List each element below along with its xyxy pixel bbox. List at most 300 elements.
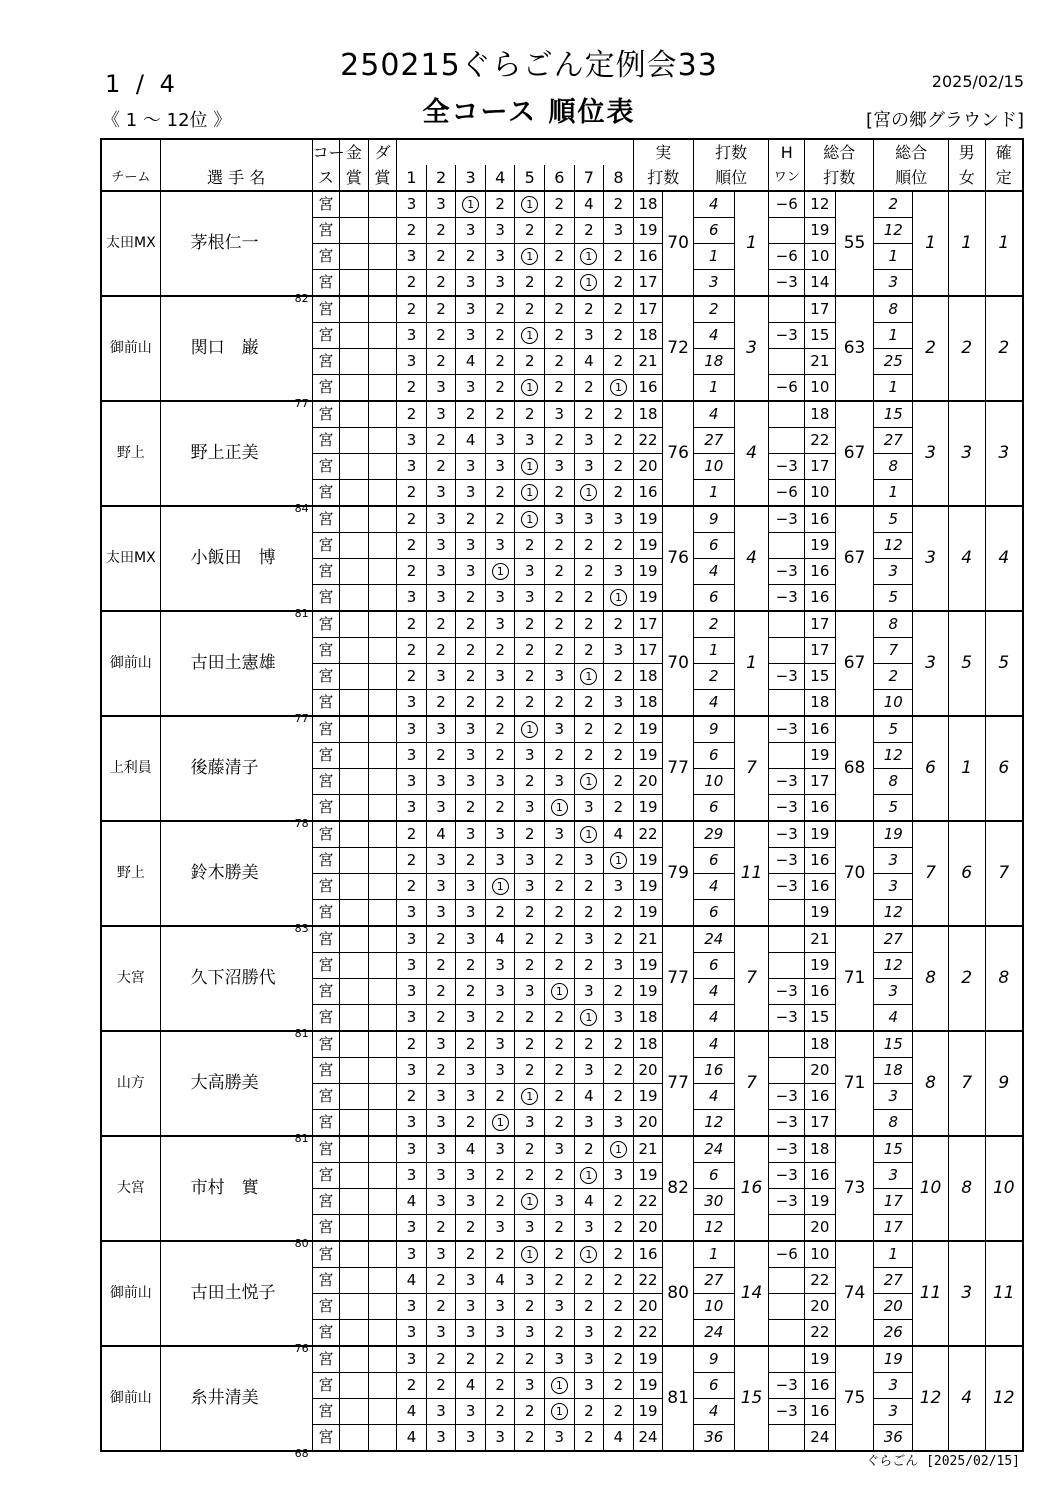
hole-score: 3 bbox=[495, 825, 505, 843]
round-total-rank-cell: 12 bbox=[874, 743, 913, 769]
course-cell: 宮 bbox=[312, 926, 340, 953]
total-rank-cell: 7 bbox=[913, 821, 949, 926]
round-total-rank-cell: 4 bbox=[874, 1005, 913, 1032]
da-prize-cell bbox=[368, 1294, 397, 1320]
hole-cell bbox=[426, 1294, 456, 1320]
hole-score: 2 bbox=[495, 326, 505, 344]
hole-score: 2 bbox=[436, 431, 446, 449]
hole-score: 2 bbox=[554, 536, 565, 554]
hole-cell bbox=[545, 979, 575, 1005]
round-rank-cell: 6 bbox=[693, 1163, 734, 1189]
hole-score: 2 bbox=[554, 247, 565, 265]
hole-cell bbox=[515, 716, 545, 743]
hole-score: 2 bbox=[524, 1350, 535, 1368]
da-prize-cell bbox=[368, 191, 397, 218]
round-total-rank-cell: 12 bbox=[874, 218, 913, 244]
course-cell: 宮 bbox=[312, 638, 340, 664]
hole-score: 2 bbox=[436, 247, 446, 265]
hole-score: 2 bbox=[465, 798, 476, 816]
course-cell: 宮 bbox=[312, 506, 340, 533]
hole-cell bbox=[604, 953, 634, 979]
hole-in-one-cell: −3 bbox=[769, 1005, 805, 1032]
hole-score: 3 bbox=[524, 1271, 535, 1289]
hole-cell bbox=[604, 1294, 634, 1320]
hole-score: 2 bbox=[465, 1035, 476, 1053]
hole-cell bbox=[515, 585, 545, 612]
hole-cell bbox=[426, 533, 456, 559]
player-age: 77 bbox=[294, 712, 309, 725]
hole-cell bbox=[515, 1058, 545, 1084]
hole-score: 4 bbox=[584, 195, 594, 213]
hole-cell bbox=[397, 1373, 427, 1399]
header-total-top: 総合 bbox=[805, 139, 874, 165]
gold-prize-cell bbox=[340, 244, 369, 270]
hole-cell bbox=[604, 1268, 634, 1294]
hole-in-one-cell bbox=[769, 611, 805, 638]
hole-in-one-cell bbox=[769, 900, 805, 927]
hole-cell bbox=[545, 1294, 575, 1320]
hole-score: 3 bbox=[495, 588, 505, 606]
hole-score: 3 bbox=[436, 1323, 446, 1341]
da-prize-cell bbox=[368, 953, 397, 979]
hole-score: 2 bbox=[613, 273, 624, 291]
round-total-rank-cell: 18 bbox=[874, 1058, 913, 1084]
hole-score: 3 bbox=[406, 457, 417, 475]
hole-score: 3 bbox=[495, 247, 505, 265]
hole-cell bbox=[426, 1320, 456, 1347]
round-rank-cell: 9 bbox=[693, 506, 734, 533]
round-rank-cell: 24 bbox=[693, 1136, 734, 1163]
hole-cell bbox=[545, 926, 575, 953]
header-strokes-top: 打数 bbox=[693, 139, 768, 165]
round-total-cell: 16 bbox=[805, 979, 836, 1005]
round-total-rank-cell: 1 bbox=[874, 480, 913, 507]
hole-score: 3 bbox=[436, 1402, 446, 1420]
hole-cell bbox=[485, 848, 515, 874]
table-row bbox=[101, 1241, 1023, 1268]
header-final-top: 確 bbox=[985, 139, 1023, 165]
hole-score: 2 bbox=[524, 956, 535, 974]
da-prize-cell bbox=[368, 1136, 397, 1163]
hole-score: 3 bbox=[584, 431, 594, 449]
hole-score: 2 bbox=[584, 588, 594, 606]
hole-cell bbox=[515, 506, 545, 533]
round-sum-cell: 18 bbox=[633, 401, 663, 428]
da-prize-cell bbox=[368, 716, 397, 743]
hole-cell bbox=[545, 1346, 575, 1373]
round-sum-cell: 16 bbox=[633, 1241, 663, 1268]
hole-score: 2 bbox=[436, 1297, 446, 1315]
round-sum-cell: 22 bbox=[633, 821, 663, 848]
final-rank-cell: 8 bbox=[985, 926, 1023, 1031]
round-sum-cell: 17 bbox=[633, 296, 663, 323]
hole-score: 2 bbox=[524, 1428, 535, 1446]
da-prize-cell bbox=[368, 323, 397, 349]
round-total-rank-cell: 19 bbox=[874, 821, 913, 848]
player-name-cell bbox=[160, 1031, 312, 1145]
hole-cell bbox=[426, 638, 456, 664]
gold-prize-cell bbox=[340, 638, 369, 664]
hole-cell bbox=[456, 1189, 486, 1215]
round-total-rank-cell: 3 bbox=[874, 270, 913, 297]
player-name-cell bbox=[160, 506, 312, 620]
round-rank-cell: 18 bbox=[693, 349, 734, 375]
hole-score: 1 bbox=[580, 248, 597, 265]
round-sum-cell: 19 bbox=[633, 1346, 663, 1373]
round-total-rank-cell: 17 bbox=[874, 1189, 913, 1215]
hole-cell bbox=[426, 1058, 456, 1084]
hole-score: 3 bbox=[436, 1140, 446, 1158]
hole-cell bbox=[515, 559, 545, 585]
hole-cell bbox=[604, 375, 634, 402]
table-row bbox=[101, 611, 1023, 638]
round-rank-cell: 4 bbox=[693, 323, 734, 349]
final-rank-cell: 10 bbox=[985, 1136, 1023, 1241]
round-rank-cell: 10 bbox=[693, 769, 734, 795]
hole-score: 2 bbox=[613, 300, 624, 318]
gold-prize-cell bbox=[340, 218, 369, 244]
hole-cell bbox=[426, 401, 456, 428]
hole-cell bbox=[397, 1084, 427, 1110]
hole-cell bbox=[545, 1031, 575, 1058]
round-sum-cell: 20 bbox=[633, 1058, 663, 1084]
hole-cell bbox=[604, 349, 634, 375]
round-rank-cell: 4 bbox=[693, 1031, 734, 1058]
hole-score: 2 bbox=[406, 562, 417, 580]
final-rank-cell: 1 bbox=[985, 191, 1023, 296]
hole-cell bbox=[574, 716, 604, 743]
round-rank-cell: 2 bbox=[693, 296, 734, 323]
hole-cell bbox=[515, 244, 545, 270]
hole-score: 2 bbox=[584, 405, 594, 423]
hole-cell bbox=[397, 821, 427, 848]
hole-score: 2 bbox=[524, 930, 535, 948]
player-name: 糸井清美 bbox=[190, 1388, 259, 1408]
round-total-cell: 17 bbox=[805, 296, 836, 323]
hole-cell bbox=[574, 1241, 604, 1268]
hole-cell bbox=[545, 1189, 575, 1215]
hole-cell bbox=[574, 1005, 604, 1032]
hole-score: 2 bbox=[554, 930, 565, 948]
hole-score: 3 bbox=[465, 772, 476, 790]
round-rank-cell: 24 bbox=[693, 1320, 734, 1347]
hole-cell bbox=[515, 1189, 545, 1215]
da-prize-cell bbox=[368, 769, 397, 795]
hole-score: 2 bbox=[524, 1035, 535, 1053]
da-prize-cell bbox=[368, 559, 397, 585]
hole-score: 1 bbox=[580, 274, 597, 291]
player-age: 81 bbox=[294, 607, 309, 620]
hole-cell bbox=[485, 349, 515, 375]
hole-score: 2 bbox=[554, 1218, 565, 1236]
round-total-cell: 16 bbox=[805, 1373, 836, 1399]
hole-in-one-cell bbox=[769, 1294, 805, 1320]
round-total-rank-cell: 3 bbox=[874, 1399, 913, 1425]
hole-score: 1 bbox=[521, 1088, 538, 1105]
round-sum-cell: 19 bbox=[633, 1163, 663, 1189]
round-sum-cell: 20 bbox=[633, 454, 663, 480]
da-prize-cell bbox=[368, 821, 397, 848]
hole-score: 3 bbox=[465, 221, 476, 239]
gold-prize-cell bbox=[340, 533, 369, 559]
hole-cell bbox=[456, 979, 486, 1005]
hole-cell bbox=[456, 1084, 486, 1110]
player-name-cell bbox=[160, 1241, 312, 1355]
hole-score: 2 bbox=[524, 772, 535, 790]
hole-score: 3 bbox=[465, 1297, 476, 1315]
round-rank-cell: 12 bbox=[693, 1215, 734, 1242]
hole-score: 3 bbox=[613, 956, 624, 974]
hole-cell bbox=[574, 848, 604, 874]
hole-cell bbox=[426, 1136, 456, 1163]
round-sum-cell: 17 bbox=[633, 638, 663, 664]
da-prize-cell bbox=[368, 1031, 397, 1058]
hole-cell bbox=[604, 1005, 634, 1032]
hole-cell bbox=[574, 585, 604, 612]
hole-cell bbox=[397, 559, 427, 585]
hole-cell bbox=[426, 1241, 456, 1268]
header-hole-6: 6 bbox=[545, 165, 575, 191]
hole-score: 3 bbox=[613, 221, 624, 239]
hole-score: 3 bbox=[465, 1323, 476, 1341]
hole-score: 3 bbox=[406, 588, 417, 606]
hole-cell bbox=[604, 1346, 634, 1373]
hole-in-one-cell: −3 bbox=[769, 559, 805, 585]
hole-score: 3 bbox=[495, 457, 505, 475]
hole-score: 3 bbox=[436, 851, 446, 869]
hole-score: 1 bbox=[521, 196, 538, 213]
hole-score: 2 bbox=[406, 851, 417, 869]
hole-cell bbox=[545, 191, 575, 218]
round-total-rank-cell: 1 bbox=[874, 375, 913, 402]
hole-cell bbox=[426, 900, 456, 927]
hole-score: 3 bbox=[524, 798, 535, 816]
round-sum-cell: 19 bbox=[633, 585, 663, 612]
hole-cell bbox=[426, 716, 456, 743]
gold-prize-cell bbox=[340, 874, 369, 900]
hole-cell bbox=[397, 848, 427, 874]
hole-score: 1 bbox=[492, 878, 509, 895]
hole-score: 2 bbox=[436, 1271, 446, 1289]
hole-score: 2 bbox=[584, 1271, 594, 1289]
round-rank-cell: 4 bbox=[693, 874, 734, 900]
hole-cell bbox=[545, 585, 575, 612]
hole-cell bbox=[604, 1136, 634, 1163]
player-name: 古田土憲雄 bbox=[190, 653, 276, 673]
hole-cell bbox=[515, 979, 545, 1005]
hole-score: 2 bbox=[584, 1402, 594, 1420]
da-prize-cell bbox=[368, 454, 397, 480]
player-name-cell bbox=[160, 1346, 312, 1460]
hole-score: 2 bbox=[584, 903, 594, 921]
hole-cell bbox=[456, 638, 486, 664]
round-sum-cell: 18 bbox=[633, 664, 663, 690]
actual-score-cell: 70 bbox=[663, 611, 694, 716]
gender-rank-cell: 6 bbox=[948, 821, 985, 926]
course-cell: 宮 bbox=[312, 1005, 340, 1032]
hole-score: 3 bbox=[406, 1297, 417, 1315]
hole-cell bbox=[574, 611, 604, 638]
hole-score: 2 bbox=[436, 1350, 446, 1368]
hole-cell bbox=[574, 1373, 604, 1399]
hole-score: 2 bbox=[495, 1402, 505, 1420]
course-cell: 宮 bbox=[312, 743, 340, 769]
player-name: 小飯田 博 bbox=[190, 548, 276, 568]
final-rank-cell: 11 bbox=[985, 1241, 1023, 1346]
header-gender-top: 男 bbox=[948, 139, 985, 165]
hole-score: 3 bbox=[524, 877, 535, 895]
hole-cell bbox=[515, 454, 545, 480]
hole-cell bbox=[485, 926, 515, 953]
header-gender-bottom: 女 bbox=[948, 165, 985, 191]
score-rank-cell: 1 bbox=[734, 191, 769, 296]
hole-in-one-cell: −3 bbox=[769, 1110, 805, 1137]
hole-cell bbox=[604, 769, 634, 795]
hole-cell bbox=[456, 1346, 486, 1373]
actual-score-cell: 79 bbox=[663, 821, 694, 926]
da-prize-cell bbox=[368, 1399, 397, 1425]
actual-score-cell: 81 bbox=[663, 1346, 694, 1451]
hole-score: 2 bbox=[495, 1245, 505, 1263]
hole-cell bbox=[604, 638, 634, 664]
hole-score: 2 bbox=[406, 536, 417, 554]
hole-cell bbox=[426, 1215, 456, 1242]
hole-score: 2 bbox=[406, 825, 417, 843]
hole-in-one-cell: −3 bbox=[769, 1084, 805, 1110]
round-total-rank-cell: 19 bbox=[874, 1346, 913, 1373]
hole-cell bbox=[574, 454, 604, 480]
hole-in-one-cell bbox=[769, 1425, 805, 1452]
round-rank-cell: 1 bbox=[693, 375, 734, 402]
hole-cell bbox=[426, 1163, 456, 1189]
hole-cell bbox=[397, 191, 427, 218]
hole-cell bbox=[604, 1215, 634, 1242]
course-cell: 宮 bbox=[312, 690, 340, 717]
hole-score: 2 bbox=[495, 405, 505, 423]
round-rank-cell: 6 bbox=[693, 533, 734, 559]
hole-score: 2 bbox=[613, 536, 624, 554]
hole-cell bbox=[485, 1136, 515, 1163]
hole-cell bbox=[515, 1110, 545, 1137]
hole-cell bbox=[515, 218, 545, 244]
gold-prize-cell bbox=[340, 506, 369, 533]
hole-cell bbox=[426, 1189, 456, 1215]
hole-cell bbox=[574, 270, 604, 297]
gender-rank-cell: 3 bbox=[948, 1241, 985, 1346]
round-sum-cell: 21 bbox=[633, 926, 663, 953]
round-total-rank-cell: 8 bbox=[874, 611, 913, 638]
hole-score: 2 bbox=[613, 326, 624, 344]
round-rank-cell: 6 bbox=[693, 953, 734, 979]
hole-score: 3 bbox=[436, 1113, 446, 1131]
hole-cell bbox=[604, 454, 634, 480]
course-cell: 宮 bbox=[312, 244, 340, 270]
hole-score: 2 bbox=[436, 457, 446, 475]
hole-cell bbox=[485, 795, 515, 822]
hole-cell bbox=[456, 769, 486, 795]
team-cell: 太田MX bbox=[101, 191, 160, 296]
final-rank-cell: 4 bbox=[985, 506, 1023, 611]
hole-cell bbox=[426, 349, 456, 375]
hole-score: 2 bbox=[613, 1323, 624, 1341]
gold-prize-cell bbox=[340, 1058, 369, 1084]
hole-score: 3 bbox=[554, 457, 565, 475]
gold-prize-cell bbox=[340, 900, 369, 927]
round-total-cell: 18 bbox=[805, 1031, 836, 1058]
hole-score: 4 bbox=[584, 1192, 594, 1210]
round-total-cell: 21 bbox=[805, 926, 836, 953]
hole-cell bbox=[485, 375, 515, 402]
hole-cell bbox=[515, 1294, 545, 1320]
hole-cell bbox=[574, 769, 604, 795]
hole-in-one-cell: −3 bbox=[769, 769, 805, 795]
gold-prize-cell bbox=[340, 1294, 369, 1320]
hole-in-one-cell: −3 bbox=[769, 874, 805, 900]
hole-score: 2 bbox=[524, 536, 535, 554]
hole-score: 2 bbox=[495, 720, 505, 738]
hole-cell bbox=[574, 926, 604, 953]
hole-cell bbox=[426, 270, 456, 297]
header-hole-4: 4 bbox=[485, 165, 515, 191]
hole-score: 2 bbox=[584, 956, 594, 974]
hole-cell bbox=[485, 611, 515, 638]
header-row-bottom bbox=[101, 165, 1023, 191]
hole-cell bbox=[456, 1425, 486, 1452]
hole-score: 1 bbox=[580, 1167, 597, 1184]
hole-score: 2 bbox=[554, 431, 565, 449]
hole-cell bbox=[574, 506, 604, 533]
hole-score: 3 bbox=[436, 1192, 446, 1210]
hole-cell bbox=[456, 1163, 486, 1189]
hole-cell bbox=[574, 638, 604, 664]
hole-cell bbox=[426, 454, 456, 480]
hole-score: 3 bbox=[436, 1035, 446, 1053]
da-prize-cell bbox=[368, 874, 397, 900]
hole-score: 2 bbox=[584, 1428, 594, 1446]
gold-prize-cell bbox=[340, 1084, 369, 1110]
hole-score: 2 bbox=[436, 930, 446, 948]
round-total-rank-cell: 8 bbox=[874, 1110, 913, 1137]
hole-score: 2 bbox=[613, 1297, 624, 1315]
round-total-rank-cell: 5 bbox=[874, 585, 913, 612]
hole-cell bbox=[456, 1268, 486, 1294]
hole-score: 2 bbox=[584, 877, 594, 895]
hole-score: 3 bbox=[465, 1192, 476, 1210]
hole-score: 1 bbox=[580, 826, 597, 843]
round-sum-cell: 20 bbox=[633, 1215, 663, 1242]
hole-score: 3 bbox=[465, 483, 476, 501]
hole-cell bbox=[604, 1084, 634, 1110]
hole-cell bbox=[485, 428, 515, 454]
player-age: 83 bbox=[294, 922, 309, 935]
hole-in-one-cell bbox=[769, 401, 805, 428]
course-cell: 宮 bbox=[312, 1189, 340, 1215]
round-sum-cell: 16 bbox=[633, 244, 663, 270]
hole-score: 3 bbox=[495, 1061, 505, 1079]
hole-score: 2 bbox=[584, 1140, 594, 1158]
player-age: 68 bbox=[294, 1447, 309, 1460]
da-prize-cell bbox=[368, 690, 397, 717]
gold-prize-cell bbox=[340, 795, 369, 822]
course-cell: 宮 bbox=[312, 349, 340, 375]
hole-cell bbox=[485, 769, 515, 795]
hole-cell bbox=[456, 428, 486, 454]
player-age: 81 bbox=[294, 1132, 309, 1145]
hole-cell bbox=[397, 270, 427, 297]
hole-score: 2 bbox=[613, 903, 624, 921]
final-rank-cell: 12 bbox=[985, 1346, 1023, 1451]
hole-score: 3 bbox=[524, 1113, 535, 1131]
